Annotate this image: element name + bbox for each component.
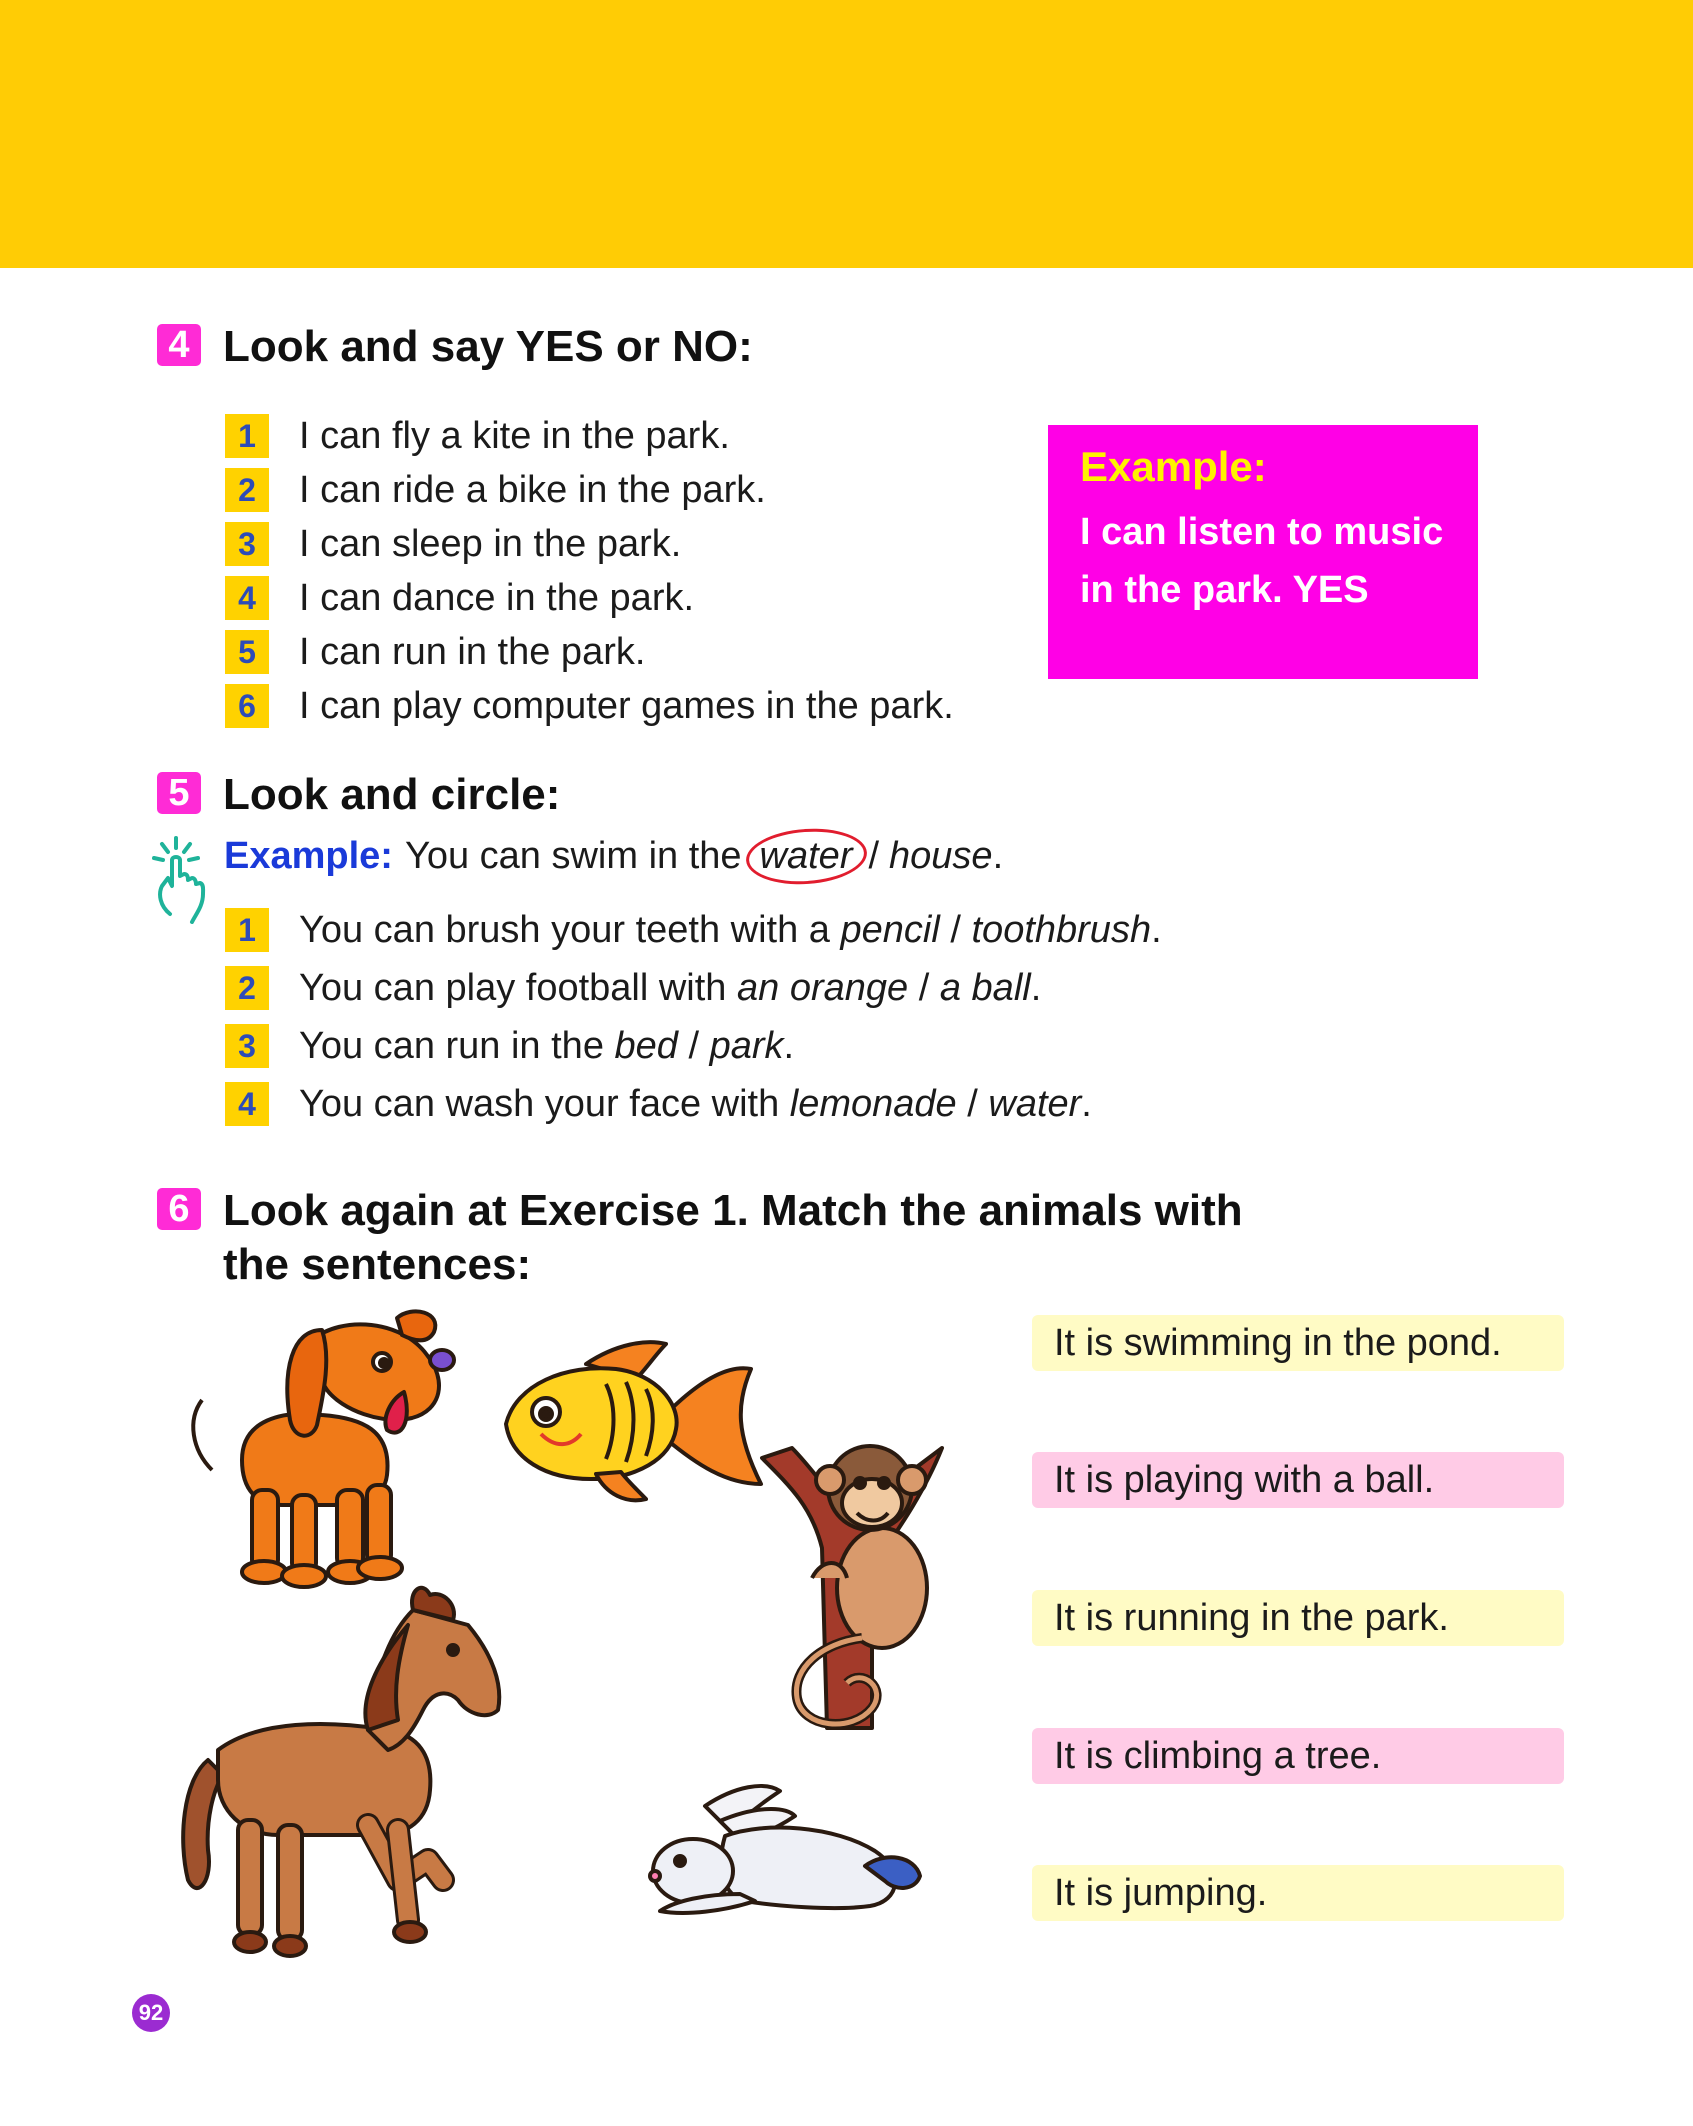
match-sentence[interactable]: It is climbing a tree.	[1032, 1728, 1564, 1784]
match-sentence[interactable]: It is running in the park.	[1032, 1590, 1564, 1646]
example-box	[1048, 425, 1478, 679]
exercise-5-title: Look and circle:	[223, 770, 561, 819]
option-one[interactable]: an orange	[737, 966, 909, 1009]
item-lead: You can brush your teeth with a	[299, 908, 830, 951]
exercise-4-header	[157, 320, 753, 374]
exercise-6-title-line-1: Look again at Exercise 1. Match the animals with	[223, 1186, 1243, 1235]
dog-illustration[interactable]	[172, 1300, 472, 1600]
horse-illustration[interactable]	[168, 1580, 538, 1970]
exercise-5-number: 5	[157, 772, 201, 814]
option-one[interactable]: bed	[614, 1024, 678, 1067]
match-sentence[interactable]: It is swimming in the pond.	[1032, 1315, 1564, 1371]
list-item	[225, 901, 1162, 959]
list-item	[225, 1075, 1162, 1133]
item-number: 3	[225, 522, 269, 566]
item-text	[299, 1025, 794, 1068]
example-box-line-2: in the park. YES	[1080, 569, 1369, 611]
item-text	[299, 967, 1041, 1010]
exercise-6-title	[223, 1184, 1243, 1292]
exercise-6-title-line-2: the sentences:	[223, 1240, 532, 1289]
item-text: I can ride a bike in the park.	[299, 468, 766, 511]
item-number: 2	[225, 966, 269, 1010]
list-item	[225, 959, 1162, 1017]
item-text: I can dance in the park.	[299, 576, 695, 619]
option-one[interactable]: pencil	[840, 908, 940, 951]
sentence-end: .	[783, 1024, 795, 1067]
item-number: 4	[225, 1082, 269, 1126]
pointing-hand-icon	[148, 836, 210, 924]
option-separator: /	[967, 1082, 978, 1125]
top-color-band	[0, 0, 1693, 268]
example-box-line-1: I can listen to music	[1080, 511, 1444, 553]
list-item	[225, 571, 954, 625]
exercise-6-number: 6	[157, 1188, 201, 1230]
exercise-5-list	[225, 901, 1162, 1133]
option-two[interactable]: a ball	[939, 966, 1031, 1009]
item-number: 1	[225, 414, 269, 458]
item-text: I can sleep in the park.	[299, 522, 682, 565]
item-number: 4	[225, 576, 269, 620]
list-item	[225, 463, 954, 517]
sentence-end: .	[1030, 966, 1042, 1009]
item-text	[299, 909, 1162, 952]
example-box-label: Example:	[1080, 443, 1267, 490]
sentence-end: .	[1081, 1082, 1092, 1125]
sentence-end: .	[1151, 908, 1162, 951]
rabbit-illustration[interactable]	[645, 1776, 925, 1936]
list-item	[225, 517, 954, 571]
option-two[interactable]: park	[709, 1024, 784, 1067]
match-sentence[interactable]: It is jumping.	[1032, 1865, 1564, 1921]
option-separator: /	[688, 1024, 700, 1067]
option-separator: /	[950, 908, 961, 951]
fish-illustration[interactable]	[496, 1334, 766, 1514]
list-item	[225, 409, 954, 463]
list-item	[225, 1017, 1162, 1075]
exercise-6-header	[157, 1184, 1243, 1292]
exercise-5-example	[224, 835, 1003, 878]
item-lead: You can play football with	[299, 966, 727, 1009]
sentence-end: .	[992, 835, 1004, 877]
page-number: 92	[132, 1994, 170, 2032]
item-text: I can play computer games in the park.	[299, 684, 954, 727]
list-item	[225, 625, 954, 679]
item-number: 1	[225, 908, 269, 952]
item-text: I can run in the park.	[299, 630, 646, 673]
option-one[interactable]: lemonade	[789, 1082, 957, 1125]
exercise-4-number: 4	[157, 324, 201, 366]
exercise-4-list	[225, 409, 954, 733]
item-text	[299, 1083, 1092, 1126]
option-separator: /	[868, 835, 880, 877]
monkey-illustration[interactable]	[752, 1418, 952, 1738]
item-lead: You can run in the	[299, 1024, 604, 1067]
example-label: Example:	[224, 835, 393, 877]
option-separator: /	[918, 966, 930, 1009]
exercise-5-header	[157, 768, 560, 822]
example-lead-text: You can swim in the	[404, 835, 742, 877]
item-lead: You can wash your face with	[299, 1082, 780, 1125]
item-text: I can fly a kite in the park.	[299, 414, 730, 457]
item-number: 5	[225, 630, 269, 674]
option-two[interactable]: toothbrush	[971, 908, 1152, 951]
option-two[interactable]: water	[988, 1082, 1082, 1125]
item-number: 2	[225, 468, 269, 512]
example-other-option: house	[889, 835, 993, 877]
circled-answer: water	[754, 835, 859, 878]
list-item	[225, 679, 954, 733]
exercise-4-title: Look and say YES or NO:	[223, 322, 753, 371]
item-number: 6	[225, 684, 269, 728]
item-number: 3	[225, 1024, 269, 1068]
match-sentence[interactable]: It is playing with a ball.	[1032, 1452, 1564, 1508]
